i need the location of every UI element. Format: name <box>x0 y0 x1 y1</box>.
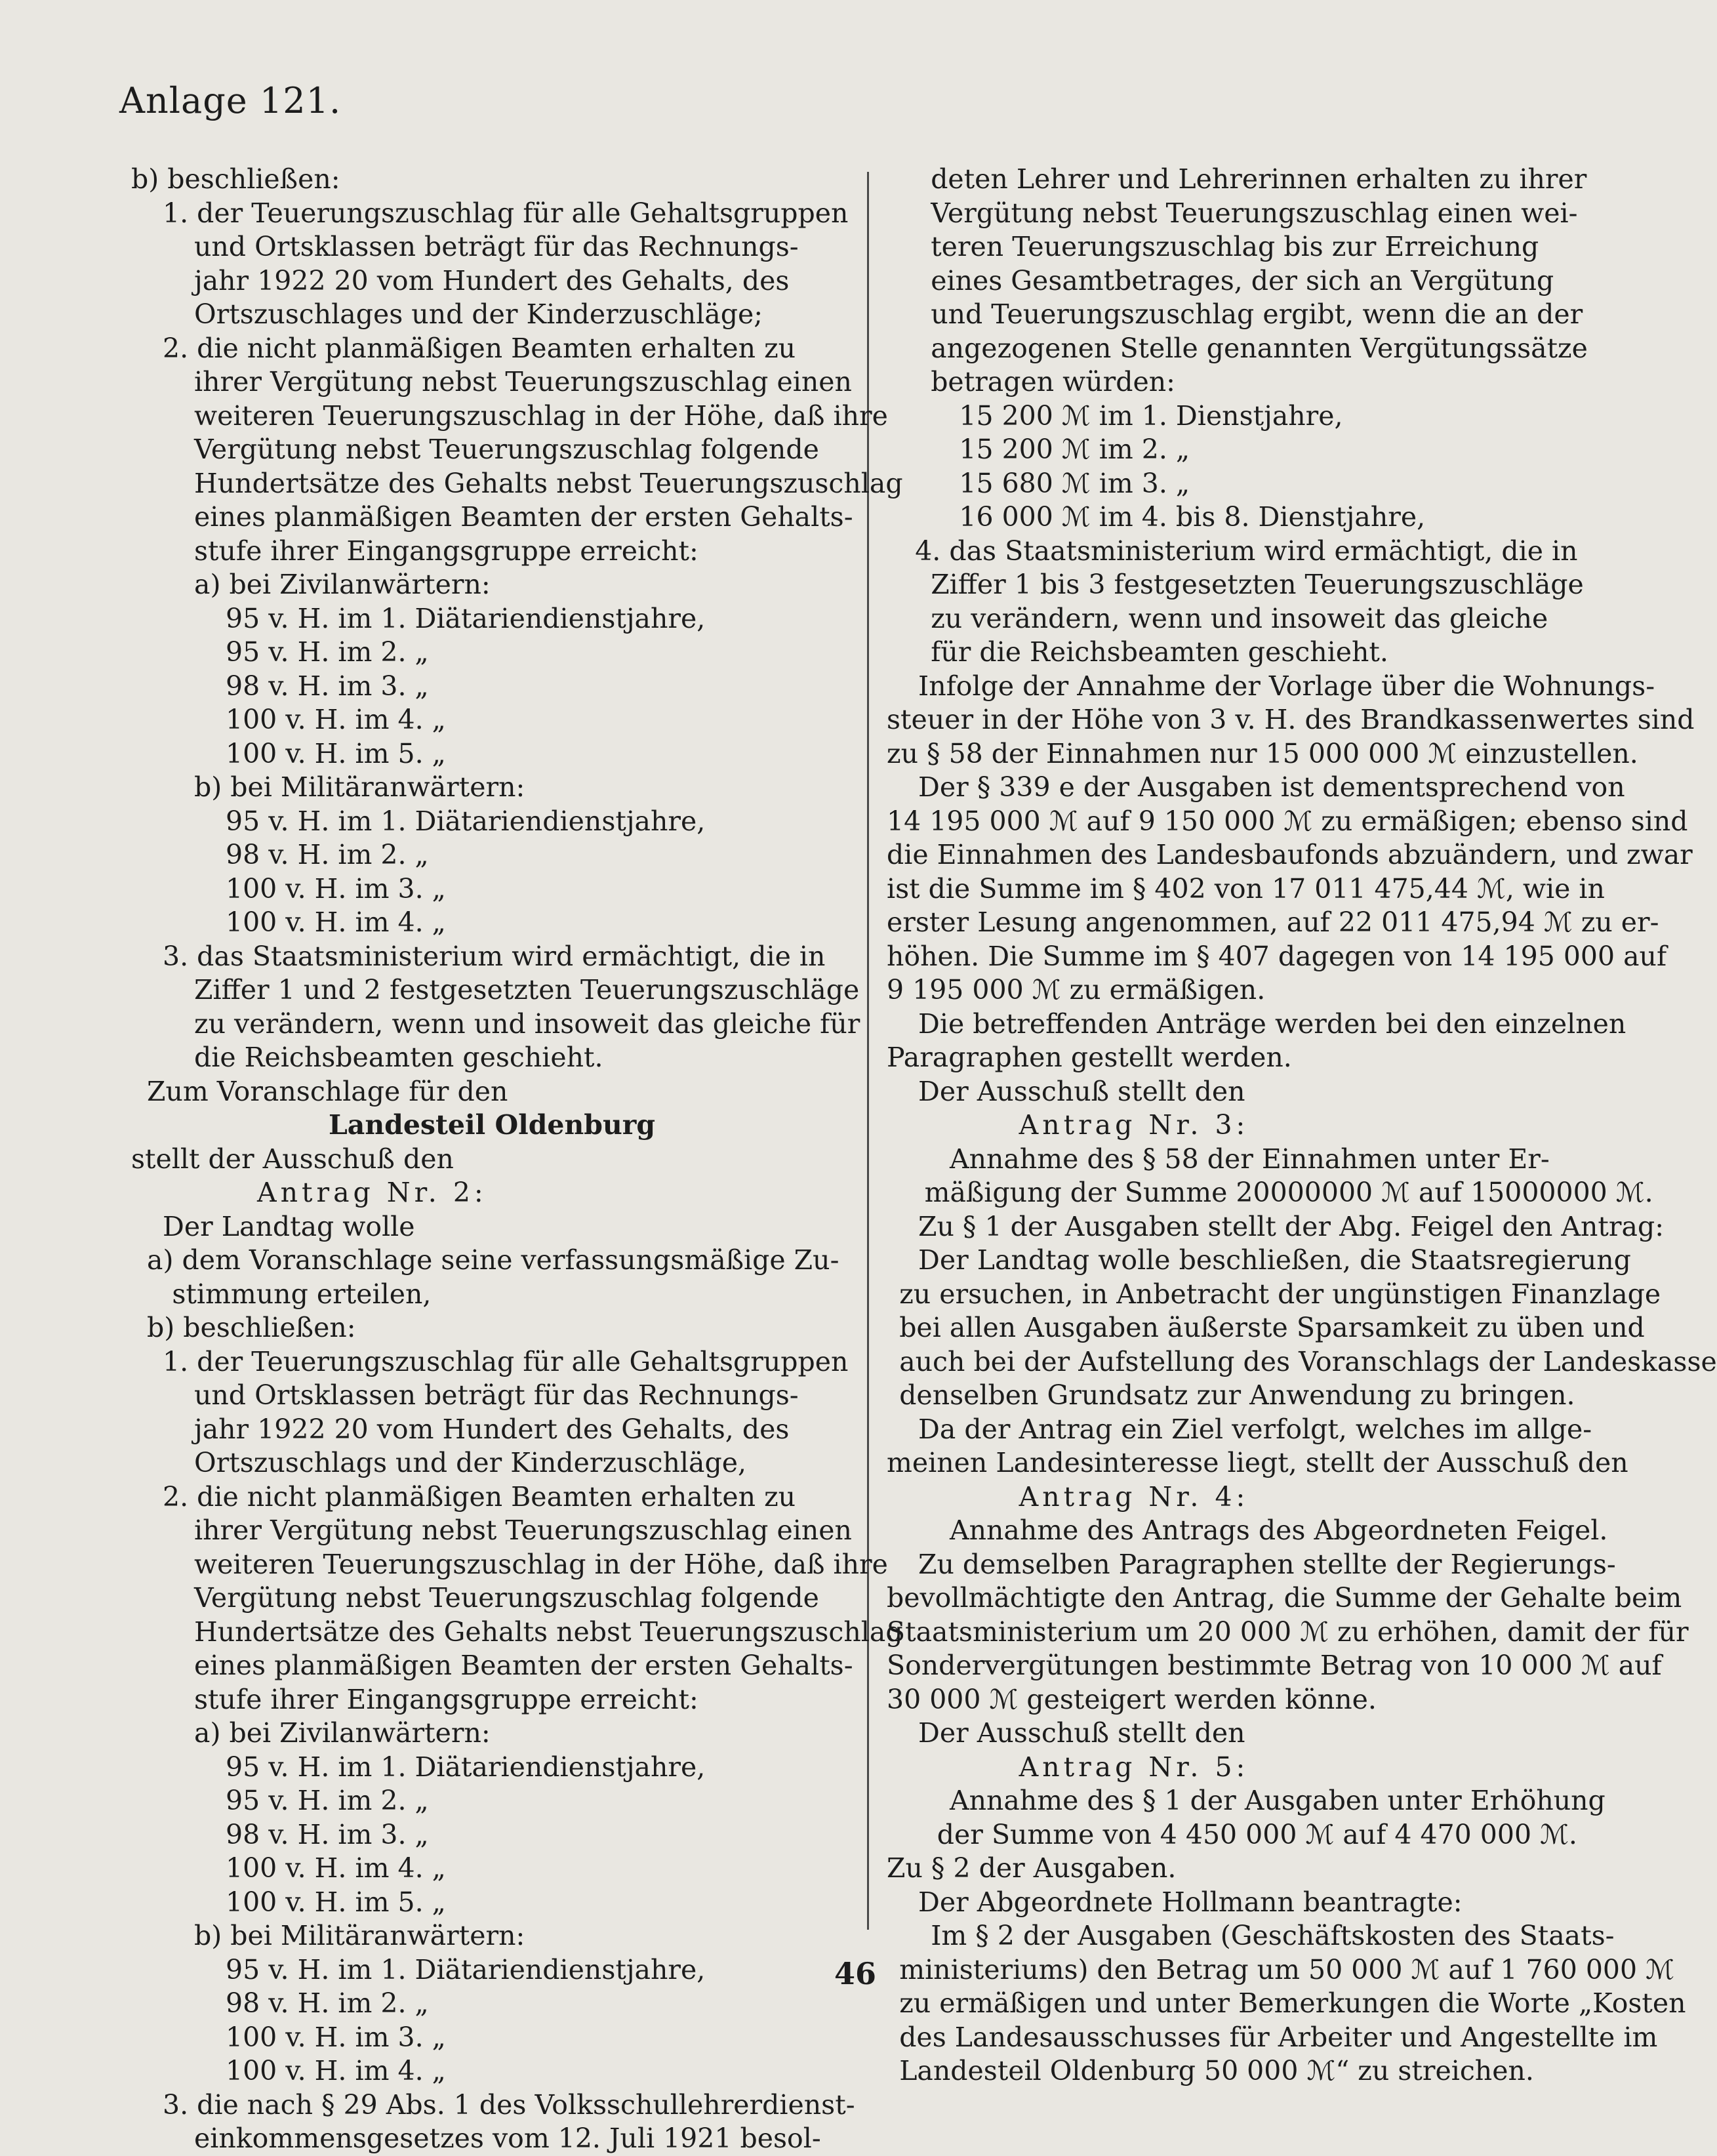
text-line: jahr 1922 20 vom Hundert des Gehalts, des <box>194 1413 790 1445</box>
text-line: 95 v. H. im 2. „ <box>226 636 429 668</box>
column-divider <box>867 172 869 1930</box>
text-line: und Ortsklassen beträgt für das Rechnungs- <box>194 231 799 262</box>
text-line: für die Reichsbeamten geschieht. <box>931 636 1388 668</box>
text-line: b) beschließen: <box>147 1312 356 1343</box>
motion-heading: Antrag Nr. 2: <box>257 1177 487 1208</box>
text-line: Der Landtag wolle <box>163 1210 415 1242</box>
text-line: Zu § 1 der Ausgaben stellt der Abg. Feigel den Antrag: <box>918 1210 1665 1242</box>
text-line: 4. das Staatsministerium wird ermächtigt, die in <box>915 535 1578 567</box>
text-line: Paragraphen gestellt werden. <box>887 1042 1292 1073</box>
text-line: Ziffer 1 bis 3 festgesetzten Teuerungszuschläge <box>931 569 1584 600</box>
text-line: 100 v. H. im 4. „ <box>226 704 446 735</box>
motion-heading: Antrag Nr. 4: <box>1019 1480 1249 1513</box>
text-line: Der § 339 e der Ausgaben ist dementsprechend von <box>918 771 1625 803</box>
text-line: weiteren Teuerungszuschlag in der Höhe, daß ihre <box>194 399 888 432</box>
text-line: 3. die nach § 29 Abs. 1 des Volksschullehrerdienst- <box>163 2088 855 2121</box>
text-line: zu ersuchen, in Anbetracht der ungünstigen Finanzlage <box>899 1278 1661 1310</box>
text-line: Zu demselben Paragraphen stellte der Regierungs- <box>918 1548 1616 1580</box>
text-line: 100 v. H. im 4. „ <box>226 906 446 938</box>
text-line: a) dem Voranschlage seine verfassungsmäßige Zu- <box>147 1244 839 1276</box>
text-line: stimmung erteilen, <box>172 1278 432 1310</box>
text-line: 98 v. H. im 2. „ <box>226 1987 429 2019</box>
text-line: Landesteil Oldenburg 50 000 ℳ“ zu streichen. <box>899 2055 1534 2086</box>
text-line: Annahme des § 1 der Ausgaben unter Erhöhung <box>950 1785 1606 1816</box>
text-line: denselben Grundsatz zur Anwendung zu bringen. <box>899 1379 1575 1411</box>
text-line: Ortszuschlags und der Kinderzuschläge, <box>194 1447 747 1478</box>
text-line: Vergütung nebst Teuerungszuschlag folgende <box>194 1582 819 1614</box>
text-line: zu ermäßigen und unter Bemerkungen die Worte „Kosten <box>899 1987 1686 2019</box>
text-line: Annahme des Antrags des Abgeordneten Feigel. <box>950 1515 1608 1546</box>
text-line: Im § 2 der Ausgaben (Geschäftskosten des Staats- <box>931 1920 1615 1951</box>
text-line: 15 200 ℳ im 1. Dienstjahre, <box>959 399 1343 432</box>
text-line: angezogenen Stelle genannten Vergütungssätze <box>931 332 1588 364</box>
text-line: auch bei der Aufstellung des Voranschlags der Landeskasse <box>899 1345 1717 1377</box>
text-line: Der Abgeordnete Hollmann beantragte: <box>918 1886 1463 1918</box>
text-line: Der Ausschuß stellt den <box>918 1717 1245 1749</box>
text-line: zu § 58 der Einnahmen nur 15 000 000 ℳ einzustellen. <box>887 737 1638 769</box>
text-line: bei allen Ausgaben äußerste Sparsamkeit zu üben und <box>899 1312 1645 1343</box>
text-line: weiteren Teuerungszuschlag in der Höhe, daß ihre <box>194 1548 888 1580</box>
text-line: Hundertsätze des Gehalts nebst Teuerungszuschlag <box>194 467 903 499</box>
text-line: 15 680 ℳ im 3. „ <box>959 467 1190 499</box>
text-line: 9 195 000 ℳ zu ermäßigen. <box>887 974 1266 1006</box>
text-line: steuer in der Höhe von 3 v. H. des Brandkassenwertes sind <box>887 704 1695 735</box>
text-line: höhen. Die Summe im § 407 dagegen von 14 195 000 auf <box>887 940 1667 972</box>
text-line: des Landesausschusses für Arbeiter und Angestellte im <box>899 2021 1658 2053</box>
text-line: Der Landtag wolle beschließen, die Staatsregierung <box>918 1244 1631 1276</box>
text-line: Da der Antrag ein Ziel verfolgt, welches im allge- <box>918 1413 1592 1445</box>
text-line: b) bei Militäranwärtern: <box>194 771 525 803</box>
page-header: Anlage 121. <box>119 80 342 121</box>
text-line: zu verändern, wenn und insoweit das gleiche für <box>194 1007 860 1040</box>
text-line: 14 195 000 ℳ auf 9 150 000 ℳ zu ermäßigen; ebenso sind <box>887 805 1688 837</box>
text-line: 98 v. H. im 3. „ <box>226 670 429 702</box>
text-line: mäßigung der Summe 20000000 ℳ auf 15000000 ℳ. <box>924 1177 1653 1208</box>
text-line: 95 v. H. im 1. Diätariendienstjahre, <box>226 1751 706 1783</box>
text-line: 15 200 ℳ im 2. „ <box>959 434 1190 465</box>
text-line: Vergütung nebst Teuerungszuschlag einen wei- <box>931 197 1578 229</box>
right-column <box>887 163 1717 2088</box>
text-line: betragen würden: <box>931 366 1175 397</box>
text-line: und Ortsklassen beträgt für das Rechnungs- <box>194 1379 799 1411</box>
text-line: Sondervergütungen bestimmte Betrag von 10 000 ℳ auf <box>887 1650 1662 1681</box>
text-line: 98 v. H. im 2. „ <box>226 839 429 870</box>
text-line: Hundertsätze des Gehalts nebst Teuerungszuschlag <box>194 1616 903 1648</box>
text-line: 100 v. H. im 3. „ <box>226 872 446 905</box>
text-line: 95 v. H. im 1. Diätariendienstjahre, <box>226 1953 706 1985</box>
text-line: der Summe von 4 450 000 ℳ auf 4 470 000 ℳ. <box>937 1818 1577 1850</box>
text-line: ihrer Vergütung nebst Teuerungszuschlag einen <box>194 1515 852 1546</box>
text-line: Der Ausschuß stellt den <box>918 1075 1245 1107</box>
text-line: 95 v. H. im 1. Diätariendienstjahre, <box>226 602 706 634</box>
text-line: ministeriums) den Betrag um 50 000 ℳ auf 1 760 000 ℳ <box>899 1953 1674 1985</box>
text-line: 1. der Teuerungszuschlag für alle Gehaltsgruppen <box>163 1345 849 1377</box>
text-line: Ortszuschlages und der Kinderzuschläge; <box>194 298 763 330</box>
text-line: a) bei Zivilanwärtern: <box>194 1717 491 1749</box>
text-line: bevollmächtigte den Antrag, die Summe der Gehalte beim <box>887 1582 1682 1614</box>
motion-heading: Antrag Nr. 3: <box>1019 1109 1249 1141</box>
text-line: 2. die nicht planmäßigen Beamten erhalten zu <box>163 332 796 364</box>
text-line: eines planmäßigen Beamten der ersten Gehalts- <box>194 501 853 533</box>
text-line: 100 v. H. im 5. „ <box>226 737 446 769</box>
text-line: jahr 1922 20 vom Hundert des Gehalts, des <box>194 264 790 296</box>
text-line: und Teuerungszuschlag ergibt, wenn die an der <box>931 298 1583 330</box>
text-line: 100 v. H. im 3. „ <box>226 2021 446 2053</box>
text-line: 95 v. H. im 2. „ <box>226 1785 429 1816</box>
text-line: 3. das Staatsministerium wird ermächtigt, die in <box>163 940 826 972</box>
text-line: 2. die nicht planmäßigen Beamten erhalten zu <box>163 1480 796 1513</box>
text-line: b) bei Militäranwärtern: <box>194 1920 525 1951</box>
text-line: Zum Voranschlage für den <box>147 1075 508 1107</box>
text-line: Vergütung nebst Teuerungszuschlag folgende <box>194 434 819 465</box>
page-number: 46 <box>834 1956 877 1991</box>
text-line: Zu § 2 der Ausgaben. <box>887 1852 1177 1884</box>
text-line: 95 v. H. im 1. Diätariendienstjahre, <box>226 805 706 837</box>
motion-heading: Antrag Nr. 5: <box>1019 1751 1249 1783</box>
text-line: Infolge der Annahme der Vorlage über die Wohnungs- <box>918 670 1655 702</box>
text-line: b) beschließen: <box>131 163 340 195</box>
text-line: die Einnahmen des Landesbaufonds abzuändern, und zwar <box>887 839 1693 870</box>
text-line: a) bei Zivilanwärtern: <box>194 569 491 600</box>
text-line: eines Gesamtbetrages, der sich an Vergütung <box>931 264 1554 296</box>
text-line: Staatsministerium um 20 000 ℳ zu erhöhen, damit der für <box>887 1616 1689 1648</box>
text-line: 100 v. H. im 5. „ <box>226 1886 446 1918</box>
text-line: 100 v. H. im 4. „ <box>226 2055 446 2086</box>
text-line: Ziffer 1 und 2 festgesetzten Teuerungszuschläge <box>194 974 860 1006</box>
text-line: eines planmäßigen Beamten der ersten Gehalts- <box>194 1650 853 1681</box>
text-line: 98 v. H. im 3. „ <box>226 1818 429 1850</box>
text-line: ihrer Vergütung nebst Teuerungszuschlag einen <box>194 366 852 397</box>
text-line: Annahme des § 58 der Einnahmen unter Er- <box>950 1143 1550 1175</box>
text-line: zu verändern, wenn und insoweit das gleiche <box>931 602 1548 634</box>
text-line: Die betreffenden Anträge werden bei den einzelnen <box>918 1007 1626 1040</box>
section-heading: Landesteil Oldenburg <box>328 1109 656 1141</box>
text-line: stufe ihrer Eingangsgruppe erreicht: <box>194 535 698 567</box>
text-line: 30 000 ℳ gesteigert werden könne. <box>887 1683 1377 1715</box>
text-line: meinen Landesinteresse liegt, stellt der Ausschuß den <box>887 1447 1628 1478</box>
text-line: teren Teuerungszuschlag bis zur Erreichung <box>931 231 1539 262</box>
text-line: stufe ihrer Eingangsgruppe erreicht: <box>194 1683 698 1715</box>
text-line: einkommensgesetzes vom 12. Juli 1921 besol- <box>194 2123 821 2154</box>
text-line: die Reichsbeamten geschieht. <box>194 1042 603 1073</box>
text-line: erster Lesung angenommen, auf 22 011 475,94 ℳ zu er- <box>887 906 1659 938</box>
text-line: stellt der Ausschuß den <box>131 1143 454 1175</box>
text-line: 16 000 ℳ im 4. bis 8. Dienstjahre, <box>959 501 1426 533</box>
text-line: 1. der Teuerungszuschlag für alle Gehaltsgruppen <box>163 197 849 229</box>
text-line: deten Lehrer und Lehrerinnen erhalten zu ihrer <box>931 163 1587 195</box>
text-line: 100 v. H. im 4. „ <box>226 1852 446 1884</box>
text-line: ist die Summe im § 402 von 17 011 475,44 ℳ, wie in <box>887 872 1605 905</box>
